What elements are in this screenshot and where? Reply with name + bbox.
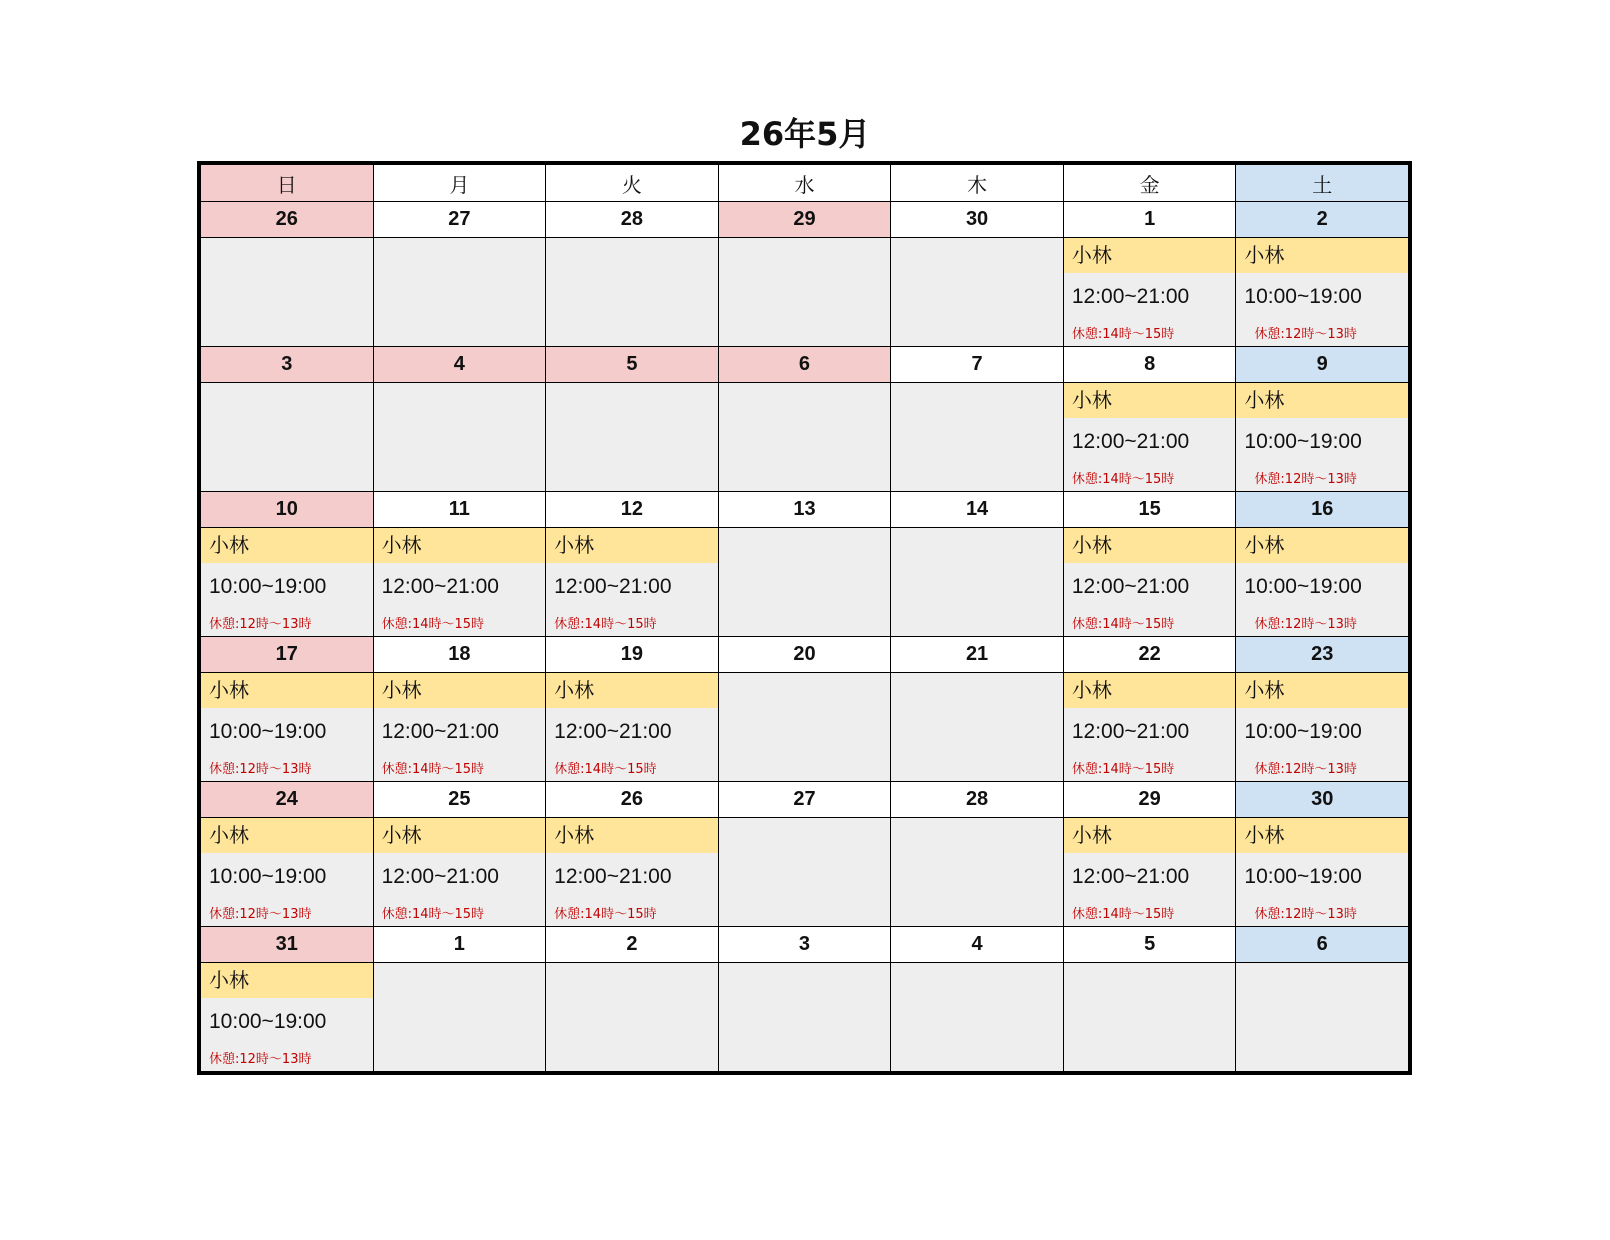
day-cell[interactable] — [1064, 963, 1236, 1071]
day-cell[interactable] — [1064, 673, 1236, 781]
day-cell[interactable] — [1064, 238, 1236, 346]
day-number: 16 — [1236, 492, 1408, 527]
day-number: 23 — [1236, 637, 1408, 672]
day-cell[interactable] — [201, 963, 373, 1071]
shift-break: 休憩:12時～13時 — [1254, 762, 1357, 777]
day-cell[interactable] — [1064, 818, 1236, 926]
day-cell[interactable] — [891, 238, 1063, 346]
shift-break: 休憩:14時～15時 — [1071, 762, 1175, 777]
shift-staff-name: 小林 — [1236, 528, 1408, 563]
day-number: 9 — [1236, 347, 1408, 382]
shift-break: 休憩:14時～15時 — [554, 907, 657, 922]
shift-break: 休憩:14時～15時 — [554, 762, 657, 777]
shift-time: 12:00~21:00 — [1071, 575, 1190, 598]
shift-staff-name: 小林 — [546, 673, 718, 708]
day-number: 21 — [891, 637, 1063, 672]
day-cell[interactable] — [891, 963, 1063, 1071]
day-cell[interactable] — [201, 383, 373, 491]
day-cell[interactable] — [374, 963, 546, 1071]
weekday-header: 木 — [891, 165, 1063, 201]
day-cell[interactable] — [546, 818, 718, 926]
day-cell[interactable] — [891, 528, 1063, 636]
weekday-header: 水 — [719, 165, 891, 201]
day-number: 28 — [546, 202, 718, 237]
day-number: 31 — [201, 927, 373, 962]
shift-break: 休憩:14時～15時 — [1071, 907, 1175, 922]
day-number: 24 — [201, 782, 373, 817]
day-number: 11 — [374, 492, 546, 527]
day-cell[interactable] — [1064, 528, 1236, 636]
day-cell[interactable] — [719, 238, 891, 346]
shift-staff-name: 小林 — [1064, 238, 1236, 273]
day-cell[interactable] — [719, 818, 891, 926]
day-cell[interactable] — [1236, 383, 1408, 491]
day-cell[interactable] — [891, 818, 1063, 926]
day-number: 4 — [891, 927, 1063, 962]
day-cell[interactable] — [719, 383, 891, 491]
shift-break: 休憩:14時～15時 — [1071, 327, 1175, 342]
day-cell[interactable] — [374, 818, 546, 926]
shift-break: 休憩:14時～15時 — [381, 617, 485, 632]
day-number: 3 — [201, 347, 373, 382]
day-cell[interactable] — [1236, 673, 1408, 781]
shift-staff-name: 小林 — [201, 963, 373, 998]
day-number: 10 — [201, 492, 373, 527]
shift-staff-name: 小林 — [374, 818, 546, 853]
day-cell[interactable] — [546, 383, 718, 491]
day-number: 1 — [374, 927, 546, 962]
shift-time: 10:00~19:00 — [209, 720, 327, 743]
day-number: 6 — [1236, 927, 1408, 962]
shift-time: 10:00~19:00 — [209, 865, 327, 888]
day-number: 29 — [719, 202, 891, 237]
shift-staff-name: 小林 — [546, 818, 718, 853]
shift-break: 休憩:12時～13時 — [209, 1052, 312, 1067]
shift-time: 12:00~21:00 — [554, 575, 672, 598]
shift-time: 10:00~19:00 — [1244, 430, 1362, 453]
shift-time: 12:00~21:00 — [554, 865, 672, 888]
day-number: 15 — [1064, 492, 1236, 527]
shift-time: 12:00~21:00 — [381, 575, 499, 598]
day-cell[interactable] — [1236, 818, 1408, 926]
shift-break: 休憩:14時～15時 — [381, 762, 485, 777]
day-number: 6 — [719, 347, 891, 382]
shift-break: 休憩:12時～13時 — [1254, 617, 1357, 632]
day-cell[interactable] — [374, 383, 546, 491]
day-cell[interactable] — [719, 963, 891, 1071]
day-number: 1 — [1064, 202, 1236, 237]
day-number: 26 — [201, 202, 373, 237]
day-number: 19 — [546, 637, 718, 672]
weekday-header: 日 — [201, 165, 373, 201]
day-number: 5 — [546, 347, 718, 382]
shift-time: 10:00~19:00 — [209, 575, 327, 598]
day-number: 18 — [374, 637, 546, 672]
shift-break: 休憩:14時～15時 — [1071, 472, 1175, 487]
day-number: 13 — [719, 492, 891, 527]
weekday-header: 土 — [1236, 165, 1408, 201]
day-number: 27 — [374, 202, 546, 237]
day-number: 2 — [1236, 202, 1408, 237]
day-cell[interactable] — [891, 673, 1063, 781]
day-number: 25 — [374, 782, 546, 817]
weekday-header: 金 — [1064, 165, 1236, 201]
day-number: 30 — [891, 202, 1063, 237]
shift-time: 12:00~21:00 — [381, 865, 499, 888]
shift-break: 休憩:14時～15時 — [381, 907, 485, 922]
day-cell[interactable] — [546, 963, 718, 1071]
shift-break: 休憩:14時～15時 — [1071, 617, 1175, 632]
shift-break: 休憩:12時～13時 — [1254, 472, 1357, 487]
day-number: 12 — [546, 492, 718, 527]
shift-staff-name: 小林 — [1236, 238, 1408, 273]
shift-break: 休憩:14時～15時 — [554, 617, 657, 632]
day-cell[interactable] — [374, 673, 546, 781]
day-cell[interactable] — [201, 818, 373, 926]
shift-time: 12:00~21:00 — [554, 720, 672, 743]
shift-staff-name: 小林 — [546, 528, 718, 563]
shift-staff-name: 小林 — [201, 528, 373, 563]
shift-staff-name: 小林 — [201, 673, 373, 708]
shift-staff-name: 小林 — [1064, 673, 1236, 708]
shift-staff-name: 小林 — [1064, 528, 1236, 563]
shift-time: 12:00~21:00 — [1071, 865, 1190, 888]
day-cell[interactable] — [1236, 963, 1408, 1071]
shift-staff-name: 小林 — [1236, 383, 1408, 418]
day-cell[interactable] — [719, 528, 891, 636]
shift-staff-name: 小林 — [374, 673, 546, 708]
day-number: 17 — [201, 637, 373, 672]
shift-staff-name: 小林 — [374, 528, 546, 563]
day-number: 7 — [891, 347, 1063, 382]
day-number: 30 — [1236, 782, 1408, 817]
day-number: 3 — [719, 927, 891, 962]
day-number: 26 — [546, 782, 718, 817]
day-cell[interactable] — [546, 673, 718, 781]
day-cell[interactable] — [546, 238, 718, 346]
shift-time: 12:00~21:00 — [1071, 720, 1190, 743]
shift-staff-name: 小林 — [1236, 673, 1408, 708]
day-number: 29 — [1064, 782, 1236, 817]
day-cell[interactable] — [1064, 383, 1236, 491]
day-cell[interactable] — [719, 673, 891, 781]
day-number: 27 — [719, 782, 891, 817]
day-cell[interactable] — [201, 673, 373, 781]
shift-time: 12:00~21:00 — [1071, 430, 1190, 453]
day-cell[interactable] — [1236, 528, 1408, 636]
shift-staff-name: 小林 — [1064, 818, 1236, 853]
day-cell[interactable] — [891, 383, 1063, 491]
shift-break: 休憩:12時～13時 — [1254, 327, 1357, 342]
shift-staff-name: 小林 — [1236, 818, 1408, 853]
day-cell[interactable] — [374, 238, 546, 346]
shift-break: 休憩:12時～13時 — [209, 617, 312, 632]
shift-time: 10:00~19:00 — [1244, 720, 1362, 743]
day-cell[interactable] — [201, 238, 373, 346]
shift-time: 12:00~21:00 — [1071, 285, 1190, 308]
day-cell[interactable] — [374, 528, 546, 636]
day-number: 28 — [891, 782, 1063, 817]
shift-time: 10:00~19:00 — [1244, 285, 1362, 308]
day-number: 8 — [1064, 347, 1236, 382]
shift-staff-name: 小林 — [1064, 383, 1236, 418]
shift-time: 10:00~19:00 — [1244, 865, 1362, 888]
calendar-title: 26年5月 — [739, 115, 871, 153]
day-number: 22 — [1064, 637, 1236, 672]
day-cell[interactable] — [546, 528, 718, 636]
day-number: 2 — [546, 927, 718, 962]
shift-time: 10:00~19:00 — [209, 1010, 327, 1033]
day-cell[interactable] — [201, 528, 373, 636]
day-number: 14 — [891, 492, 1063, 527]
day-cell[interactable] — [1236, 238, 1408, 346]
calendar-grid — [197, 161, 1412, 1075]
shift-staff-name: 小林 — [201, 818, 373, 853]
shift-break: 休憩:12時～13時 — [1254, 907, 1357, 922]
shift-break: 休憩:12時～13時 — [209, 907, 312, 922]
shift-time: 12:00~21:00 — [381, 720, 499, 743]
weekday-header: 月 — [374, 165, 546, 201]
shift-time: 10:00~19:00 — [1244, 575, 1362, 598]
shift-break: 休憩:12時～13時 — [209, 762, 312, 777]
day-number: 20 — [719, 637, 891, 672]
weekday-header: 火 — [546, 165, 718, 201]
day-number: 5 — [1064, 927, 1236, 962]
day-number: 4 — [374, 347, 546, 382]
